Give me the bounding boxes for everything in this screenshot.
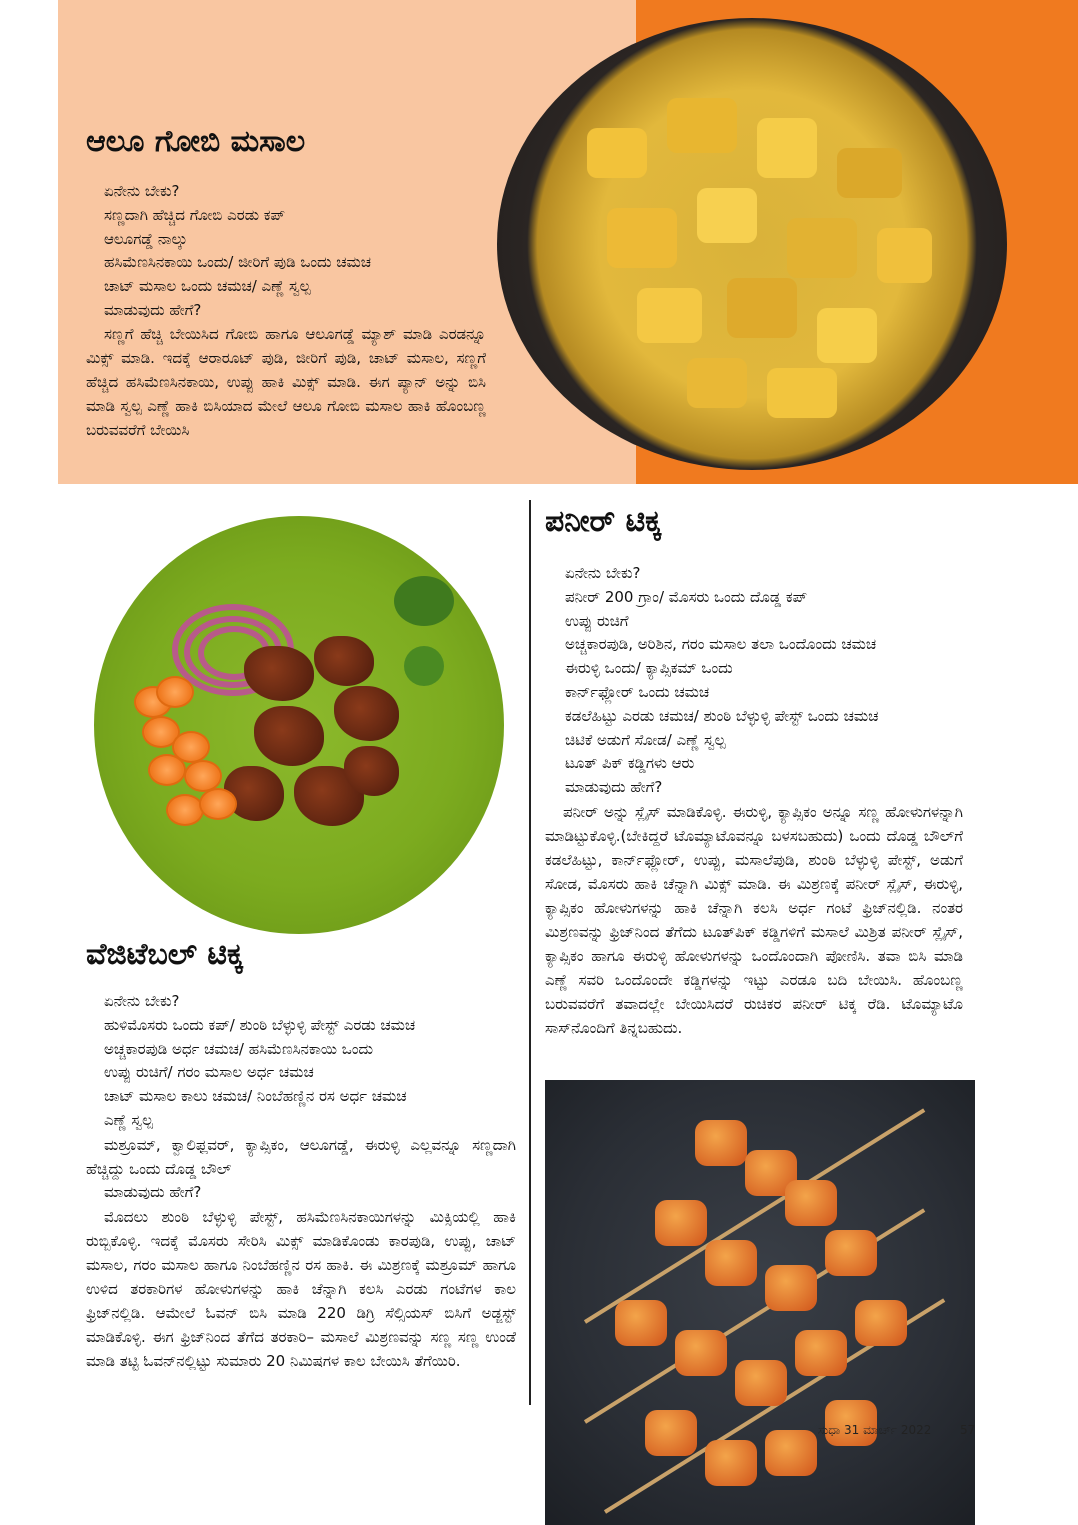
paneer-tikka-title: ಪನೀರ್ ಟಿಕ್ಕ xyxy=(545,504,662,539)
ingredient-line: ಕಡಲೆಹಿಟ್ಟು ಎರಡು ಚಮಚ/ ಶುಂಠಿ ಬೆಳ್ಳುಳ್ಳಿ ಪೇಸ್ಟ್ ಒಂದು ಚಮಚ xyxy=(565,706,879,725)
veg-tikka-method: ಮೊದಲು ಶುಂಠಿ ಬೆಳ್ಳುಳ್ಳಿ ಪೇಸ್ಟ್, ಹಸಿಮೆಣಸಿನಕಾಯಿಗಳನ್ನು ಮಿಕ್ಸಿಯಲ್ಲಿ ಹಾಕಿ ರುಬ್ಬಿಕೊಳ್ಳಿ. ಇದಕ್ಕೆ ಮೊಸರು ಸೇರಿಸಿ ಮಿಕ್ಸ್ ಮಾಡಿಕೊಂಡು ಕಾರಪುಡಿ, ಉಪ್ಪು, ಚಾಟ್ ಮಸಾಲ, ಗರಂ ಮಸಾಲ ಹಾಗೂ ನಿಂಬೆಹಣ್ಣಿನ ರಸ ಹಾಕಿ. ಈ ಮಿಶ್ರಣಕ್ಕೆ ಮಶ್ರೂಮ್ ಹಾಗೂ ಉಳಿದ ತರಕಾರಿಗಳ ಹೋಳುಗಳನ್ನು ಹಾಕಿ ಚೆನ್ನಾಗಿ ಕಲಸಿ ಎರಡು ಗಂಟೆಗಳ ಕಾಲ ಫ್ರಿಜ್‌ನಲ್ಲಿಡಿ. ಆಮೇಲೆ ಓವನ್ ಬಿಸಿ ಮಾಡಿ 220 ಡಿಗ್ರಿ ಸೆಲ್ಸಿಯಸ್ ಬಿಸಿಗೆ ಅಡ್ಜಸ್ಟ್ ಮಾಡಿಕೊಳ್ಳಿ. ಈಗ ಫ್ರಿಜ್‌ನಿಂದ ತೆಗೆದ ತರಕಾರಿ– ಮಸಾಲೆ ಮಿಶ್ರಣವನ್ನು ಸಣ್ಣ ಸಣ್ಣ ಉಂಡೆ ಮಾಡಿ ತಟ್ಟಿ ಓವನ್‌ನಲ್ಲಿಟ್ಟು ಸುಮಾರು 20 ನಿಮಿಷಗಳ ಕಾಲ ಬೇಯಿಸಿ ತೆಗೆಯಿರಿ. xyxy=(86,1208,516,1370)
ingredient-line: ಸಣ್ಣದಾಗಿ ಹೆಚ್ಚಿದ ಗೋಬಿ ಎರಡು ಕಪ್ xyxy=(104,205,286,224)
ingredient-line: ಚಾಟ್ ಮಸಾಲ ಕಾಲು ಚಮಚ/ ನಿಂಬೆಹಣ್ಣಿನ ರಸ ಅರ್ಧ ಚಮಚ xyxy=(104,1087,407,1106)
paneer-tikka-ingredients xyxy=(565,562,878,800)
ingredient-line: ಉಪ್ಪು ರುಚಿಗೆ/ ಗರಂ ಮಸಾಲ ಅರ್ಧ ಚಮಚ xyxy=(104,1063,314,1082)
ingredient-line: ಚಿಟಿಕೆ ಅಡುಗೆ ಸೋಡ/ ಎಣ್ಣೆ ಸ್ವಲ್ಪ xyxy=(565,730,726,749)
aloo-gobi-method: ಸಣ್ಣಗೆ ಹೆಚ್ಚಿ ಬೇಯಿಸಿದ ಗೋಬಿ ಹಾಗೂ ಆಲೂಗಡ್ಡೆ ಮ್ಯಾಶ್ ಮಾಡಿ ಎರಡನ್ನೂ ಮಿಕ್ಸ್ ಮಾಡಿ. ಇದಕ್ಕೆ ಆರಾರೂಟ್ ಪುಡಿ, ಜೀರಿಗೆ ಪುಡಿ, ಚಾಟ್ ಮಸಾಲ, ಸಣ್ಣಗೆ ಹೆಚ್ಚಿದ ಹಸಿಮೆಣಸಿನಕಾಯಿ, ಉಪ್ಪು ಹಾಕಿ ಮಿಕ್ಸ್ ಮಾಡಿ. ಈಗ ಪ್ಯಾನ್ ಅನ್ನು ಬಿಸಿ ಮಾಡಿ ಸ್ವಲ್ಪ ಎಣ್ಣೆ ಹಾಕಿ ಬಿಸಿಯಾದ ಮೇಲೆ ಆಲೂ ಗೋಬಿ ಮಸಾಲ ಹಾಕಿ ಹೊಂಬಣ್ಣ ಬರುವವರೆಗೆ ಬೇಯಿಸಿ xyxy=(86,325,486,439)
veg-tikka-ingredients-wrap: ಮಶ್ರೂಮ್, ಕ್ವಾಲಿಫ್ಲವರ್, ಕ್ಯಾಪ್ಸಿಕಂ, ಆಲೂಗಡ್ಡೆ, ಈರುಳ್ಳಿ ಎಲ್ಲವನ್ನೂ ಸಣ್ಣದಾಗಿ ಹೆಚ್ಚಿದ್ದು ಒಂದು ದೊಡ್ಡ ಬೌಲ್ xyxy=(86,1136,516,1178)
how-label: ಮಾಡುವುದು ಹೇಗೆ? xyxy=(104,1183,202,1201)
ingredient-line: ಚಾಟ್ ಮಸಾಲ ಒಂದು ಚಮಚ/ ಎಣ್ಣೆ ಸ್ವಲ್ಪ xyxy=(104,277,311,296)
aloo-gobi-ingredients xyxy=(104,180,371,323)
page-number: 57 xyxy=(960,1423,976,1437)
ingredient-line: ಅಚ್ಚಕಾರಪುಡಿ ಅರ್ಧ ಚಮಚ/ ಹಸಿಮೆಣಸಿನಕಾಯಿ ಒಂದು xyxy=(104,1039,373,1058)
veg-tikka-ingredients xyxy=(104,990,415,1133)
ingredient-line: ಎಣ್ಣೆ ಸ್ವಲ್ಪ xyxy=(104,1110,153,1129)
veg-tikka-photo xyxy=(94,516,504,934)
ingredient-line: ಈರುಳ್ಳಿ ಒಂದು/ ಕ್ಯಾಪ್ಸಿಕಮ್ ಒಂದು xyxy=(565,659,733,678)
ingredient-line: ಟೂತ್ ಪಿಕ್ ಕಡ್ಡಿಗಳು ಆರು xyxy=(565,754,695,773)
issue-label: ಸುಧಾ 31 ಮಾರ್ಚ್ 2022 xyxy=(818,1423,932,1437)
ingredient-line: ಮಾಡುವುದು ಹೇಗೆ? xyxy=(565,778,663,797)
ingredient-line: ಮಾಡುವುದು ಹೇಗೆ? xyxy=(104,300,202,319)
ingredient-line: ಕಾರ್ನ್‌ಫ್ಲೋರ್ ಒಂದು ಚಮಚ xyxy=(565,682,710,701)
ingredient-line: ಹುಳಿಮೊಸರು ಒಂದು ಕಪ್/ ಶುಂಠಿ ಬೆಳ್ಳುಳ್ಳಿ ಪೇಸ್ಟ್ ಎರಡು ಚಮಚ xyxy=(104,1015,416,1034)
ingredient-line: ಪನೀರ್ 200 ಗ್ರಾಂ/ ಮೊಸರು ಒಂದು ದೊಡ್ಡ ಕಪ್ xyxy=(565,587,808,606)
ingredient-line: ಹಸಿಮೆಣಸಿನಕಾಯಿ ಒಂದು/ ಜೀರಿಗೆ ಪುಡಿ ಒಂದು ಚಮಚ xyxy=(104,253,372,272)
ingredient-line: ಉಪ್ಪು ರುಚಿಗೆ xyxy=(565,611,629,630)
ingredient-line: ಏನೇನು ಬೇಕು? xyxy=(565,564,641,582)
ingredient-line: ಏನೇನು ಬೇಕು? xyxy=(104,182,180,200)
aloo-gobi-title: ಆಲೂ ಗೋಬಿ ಮಸಾಲ xyxy=(86,124,306,159)
column-divider xyxy=(529,500,531,1405)
veg-tikka-title: ವೆಜಿಟೆಬಲ್ ಟಿಕ್ಕ xyxy=(86,937,244,972)
ingredient-line: ಏನೇನು ಬೇಕು? xyxy=(104,992,180,1010)
ingredient-line: ಆಲೂಗಡ್ಡೆ ನಾಲ್ಕು xyxy=(104,229,188,248)
paneer-tikka-method: ಪನೀರ್ ಅನ್ನು ಸ್ಲೈಸ್ ಮಾಡಿಕೊಳ್ಳಿ. ಈರುಳ್ಳಿ, ಕ್ಯಾಪ್ಸಿಕಂ ಅನ್ನೂ ಸಣ್ಣ ಹೋಳುಗಳನ್ನಾಗಿ ಮಾಡಿಟ್ಟುಕೊಳ್ಳಿ.(ಬೇಕಿದ್ದರೆ ಟೊಮ್ಯಾಟೊವನ್ನೂ ಬಳಸಬಹುದು) ಒಂದು ದೊಡ್ಡ ಬೌಲ್‌ಗೆ ಕಡಲೆಹಿಟ್ಟು, ಕಾರ್ನ್‌ಫ್ಲೋರ್, ಉಪ್ಪು, ಮಸಾಲೆಪುಡಿ, ಶುಂಠಿ ಬೆಳ್ಳುಳ್ಳಿ ಪೇಸ್ಟ್, ಅಡುಗೆ ಸೋಡ, ಮೊಸರು ಹಾಕಿ ಚೆನ್ನಾಗಿ ಮಿಕ್ಸ್ ಮಾಡಿ. ಈ ಮಿಶ್ರಣಕ್ಕೆ ಪನೀರ್ ಸ್ಲೈಸ್, ಈರುಳ್ಳಿ, ಕ್ಯಾಪ್ಸಿಕಂ ಹೋಳುಗಳನ್ನು ಹಾಕಿ ಚೆನ್ನಾಗಿ ಕಲಸಿ ಅರ್ಧ ಗಂಟೆ ಫ್ರಿಜ್‌ನಲ್ಲಿಡಿ. ನಂತರ ಮಿಶ್ರಣವನ್ನು ಫ್ರಿಜ್‌ನಿಂದ ತೆಗೆದು ಟೂತ್‌ಪಿಕ್ ಕಡ್ಡಿಗಳಿಗೆ ಮಸಾಲೆ ಮಿಶ್ರಿತ ಪನೀರ್ ಸ್ಲೈಸ್, ಕ್ಯಾಪ್ಸಿಕಂ ಹಾಗೂ ಈರುಳ್ಳಿ ಹೋಳುಗಳನ್ನು ಒಂದೊಂದಾಗಿ ಪೋಣಿಸಿ. ತವಾ ಬಿಸಿ ಮಾಡಿ ಎಣ್ಣೆ ಸವರಿ ಒಂದೊಂದೇ ಕಡ್ಡಿಗಳನ್ನು ಇಟ್ಟು ಎರಡೂ ಬದಿ ಬೇಯಿಸಿ. ಹೊಂಬಣ್ಣ ಬರುವವರೆಗೆ ತವಾದಲ್ಲೇ ಬೇಯಿಸಿದರೆ ರುಚಿಕರ ಪನೀರ್ ಟಿಕ್ಕ ರೆಡಿ. ಟೊಮ್ಯಾಟೊ ಸಾಸ್‌ನೊಂದಿಗೆ ತಿನ್ನಬಹುದು. xyxy=(545,803,963,1037)
aloo-gobi-photo xyxy=(497,18,1007,470)
ingredient-line: ಅಚ್ಚಕಾರಪುಡಿ, ಅರಿಶಿನ, ಗರಂ ಮಸಾಲ ತಲಾ ಒಂದೊಂದು ಚಮಚ xyxy=(565,635,877,654)
paneer-tikka-photo xyxy=(545,1080,975,1525)
veg-tikka-how-label xyxy=(104,1181,201,1205)
